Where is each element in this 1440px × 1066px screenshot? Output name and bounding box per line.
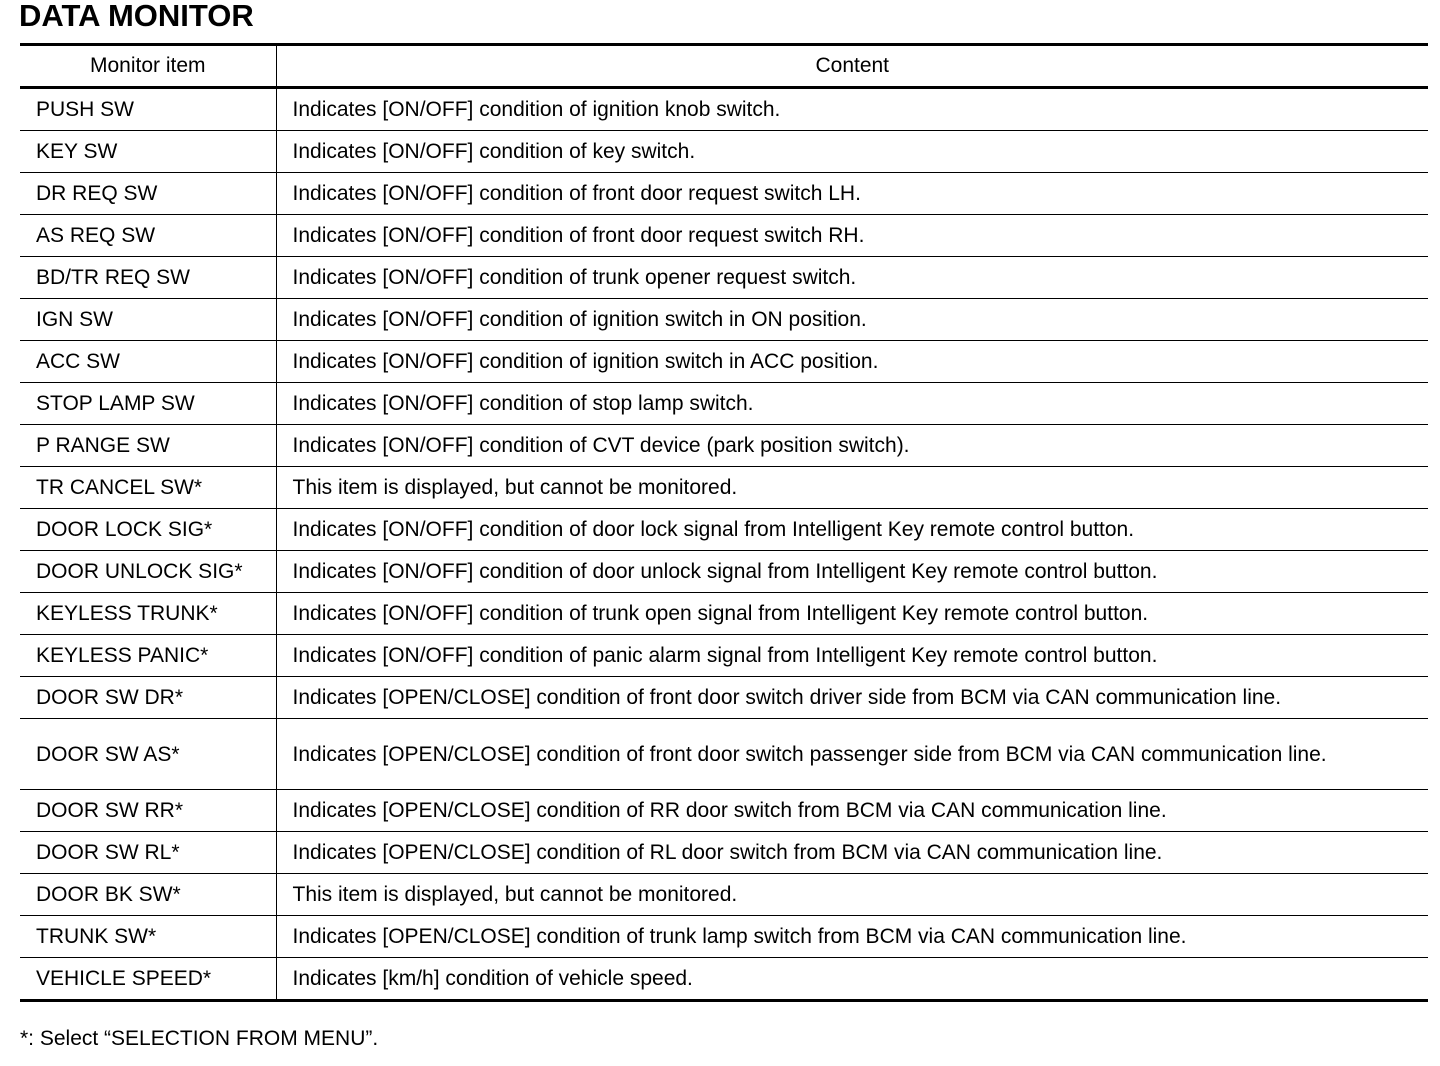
table-row: [20, 509, 1428, 551]
table-row: [20, 88, 1428, 131]
content-cell: Indicates [OPEN/CLOSE] condition of RL door switch from BCM via CAN communication line.: [276, 832, 1428, 874]
table-row: [20, 790, 1428, 832]
content-cell: Indicates [OPEN/CLOSE] condition of RR door switch from BCM via CAN communication line.: [276, 790, 1428, 832]
table-row: [20, 916, 1428, 958]
data-monitor-table: [20, 43, 1428, 1002]
monitor-item-cell: KEYLESS TRUNK*: [20, 593, 276, 635]
table-row: [20, 299, 1428, 341]
table-row: [20, 425, 1428, 467]
table-row: [20, 383, 1428, 425]
table-row: [20, 677, 1428, 719]
table-row: [20, 551, 1428, 593]
table-row: [20, 257, 1428, 299]
monitor-item-cell: DOOR SW RL*: [20, 832, 276, 874]
table-row: [20, 593, 1428, 635]
table-row: [20, 635, 1428, 677]
monitor-item-cell: VEHICLE SPEED*: [20, 958, 276, 1001]
monitor-item-cell: TR CANCEL SW*: [20, 467, 276, 509]
table-row: [20, 215, 1428, 257]
table-row: [20, 832, 1428, 874]
content-cell: Indicates [km/h] condition of vehicle speed.: [276, 958, 1428, 1001]
table-header-row: [20, 45, 1428, 88]
monitor-item-cell: DOOR BK SW*: [20, 874, 276, 916]
content-cell: Indicates [ON/OFF] condition of panic alarm signal from Intelligent Key remote control button.: [276, 635, 1428, 677]
content-cell: Indicates [ON/OFF] condition of front door request switch LH.: [276, 173, 1428, 215]
content-cell: This item is displayed, but cannot be monitored.: [276, 874, 1428, 916]
table-row: [20, 874, 1428, 916]
content-cell: Indicates [OPEN/CLOSE] condition of front door switch driver side from BCM via CAN communication line.: [276, 677, 1428, 719]
monitor-item-cell: IGN SW: [20, 299, 276, 341]
content-cell: Indicates [ON/OFF] condition of front door request switch RH.: [276, 215, 1428, 257]
content-cell: Indicates [ON/OFF] condition of trunk open signal from Intelligent Key remote control button.: [276, 593, 1428, 635]
table-row: [20, 131, 1428, 173]
content-cell: Indicates [ON/OFF] condition of ignition switch in ON position.: [276, 299, 1428, 341]
content-cell: Indicates [ON/OFF] condition of key switch.: [276, 131, 1428, 173]
content-cell: Indicates [ON/OFF] condition of CVT device (park position switch).: [276, 425, 1428, 467]
monitor-item-cell: DOOR SW AS*: [20, 719, 276, 790]
monitor-item-cell: DR REQ SW: [20, 173, 276, 215]
content-cell: Indicates [ON/OFF] condition of ignition switch in ACC position.: [276, 341, 1428, 383]
table-row: [20, 173, 1428, 215]
monitor-item-cell: DOOR LOCK SIG*: [20, 509, 276, 551]
monitor-item-cell: BD/TR REQ SW: [20, 257, 276, 299]
page-title: DATA MONITOR: [19, 0, 254, 33]
monitor-item-cell: DOOR SW RR*: [20, 790, 276, 832]
content-cell: Indicates [ON/OFF] condition of trunk opener request switch.: [276, 257, 1428, 299]
monitor-item-cell: P RANGE SW: [20, 425, 276, 467]
table-row: [20, 958, 1428, 1001]
table-row: [20, 719, 1428, 790]
content-cell: Indicates [ON/OFF] condition of stop lamp switch.: [276, 383, 1428, 425]
content-cell: This item is displayed, but cannot be monitored.: [276, 467, 1428, 509]
monitor-item-cell: KEYLESS PANIC*: [20, 635, 276, 677]
monitor-item-cell: KEY SW: [20, 131, 276, 173]
content-cell: Indicates [OPEN/CLOSE] condition of trunk lamp switch from BCM via CAN communication line.: [276, 916, 1428, 958]
footnote: *: Select “SELECTION FROM MENU”.: [20, 1027, 379, 1050]
monitor-item-cell: AS REQ SW: [20, 215, 276, 257]
monitor-item-cell: STOP LAMP SW: [20, 383, 276, 425]
table-row: [20, 467, 1428, 509]
monitor-item-cell: PUSH SW: [20, 88, 276, 131]
monitor-item-cell: DOOR SW DR*: [20, 677, 276, 719]
content-cell: Indicates [OPEN/CLOSE] condition of front door switch passenger side from BCM via CAN communication line.: [276, 719, 1428, 790]
content-cell: Indicates [ON/OFF] condition of ignition knob switch.: [276, 88, 1428, 131]
header-content: Content: [276, 45, 1428, 88]
monitor-item-cell: ACC SW: [20, 341, 276, 383]
content-cell: Indicates [ON/OFF] condition of door lock signal from Intelligent Key remote control button.: [276, 509, 1428, 551]
monitor-item-cell: TRUNK SW*: [20, 916, 276, 958]
monitor-item-cell: DOOR UNLOCK SIG*: [20, 551, 276, 593]
table-row: [20, 341, 1428, 383]
content-cell: Indicates [ON/OFF] condition of door unlock signal from Intelligent Key remote control button.: [276, 551, 1428, 593]
header-monitor-item: Monitor item: [20, 45, 276, 88]
